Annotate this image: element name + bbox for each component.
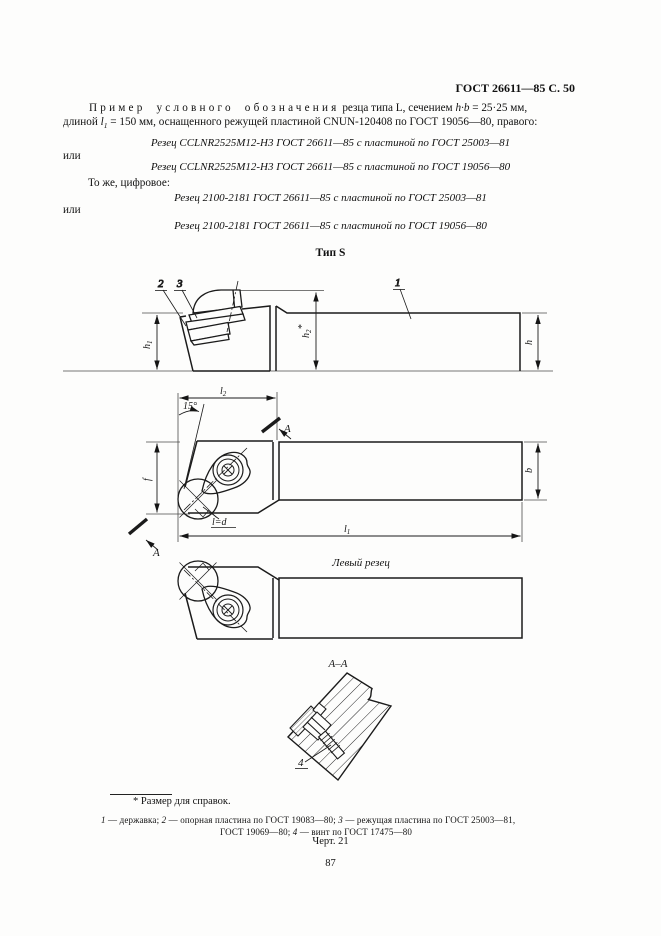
view-section-aa (288, 658, 391, 780)
intro-line-1: Пример условного обозначения резца типа L, сечением h·b = 25·25 мм, (89, 102, 528, 114)
dim-b: b (524, 468, 535, 473)
var-hb: h·b (455, 102, 470, 114)
footnote-rule (110, 794, 172, 795)
var-l1: $l_1$ (100, 116, 108, 131)
same-digital: То же, цифровое: (88, 177, 170, 189)
designation-example-4: Резец 2100-2181 ГОСТ 26611—85 с пластиной по ГОСТ 19056—80 (174, 220, 487, 232)
or-1: или (63, 150, 81, 162)
figure-caption: Черт. 21 (312, 836, 349, 847)
dim-h: h (524, 340, 535, 345)
legend-line-2: ГОСТ 19069—80; 4 — винт по ГОСТ 17475—80 (219, 827, 413, 837)
section-arrow-label-bottom: A (153, 547, 160, 559)
legend-line-1: 1 — державка; 2 — опорная пластина по ГОСТ 19083—80; 3 — режущая пластина по ГОСТ 25003—81, (101, 815, 516, 825)
view-side (63, 277, 553, 371)
section-arrow-label-top: A (284, 423, 291, 435)
section-title: А–А (328, 658, 348, 670)
dim-h2: $h_2*$ (297, 324, 313, 338)
left-tool-caption: Левый резец (332, 557, 390, 569)
type-label: Тип S (315, 247, 346, 259)
dim-h1: $h_1$ (142, 340, 154, 349)
reference-note: * Размер для справок. (133, 796, 231, 807)
page-header: ГОСТ 26611—85 С. 50 (455, 81, 575, 95)
part-label-4: 4 (298, 757, 304, 769)
part-label-3: 3 (177, 278, 183, 290)
dim-angle-15: 15° (183, 401, 197, 412)
designation-example-2: Резец CCLNR2525M12-H3 ГОСТ 26611—85 с пластиной по ГОСТ 19056—80 (150, 161, 511, 173)
dim-l2: $l_2$ (220, 386, 227, 398)
intro-lead: Пример условного обозначения (89, 102, 340, 114)
dim-l1: $l_1$ (344, 524, 351, 536)
page-number: 87 (325, 858, 336, 869)
part-label-1: 1 (395, 277, 401, 289)
dim-f: f (142, 478, 153, 481)
dim-l-eq-d: l=d (212, 517, 227, 528)
view-plan-right (129, 386, 547, 559)
intro-line-2: длиной $l_1 = 150$ мм, оснащенного режущей пластиной CNUN-120408 по ГОСТ 19056—80, правого: (63, 116, 538, 131)
or-2: или (63, 204, 81, 216)
designation-example-1: Резец CCLNR2525M12-H3 ГОСТ 26611—85 с пластиной по ГОСТ 25003—81 (150, 137, 511, 149)
part-label-2: 2 (158, 278, 164, 290)
view-plan-left (178, 557, 522, 639)
designation-example-3: Резец 2100-2181 ГОСТ 26611—85 с пластиной по ГОСТ 25003—81 (174, 192, 487, 204)
